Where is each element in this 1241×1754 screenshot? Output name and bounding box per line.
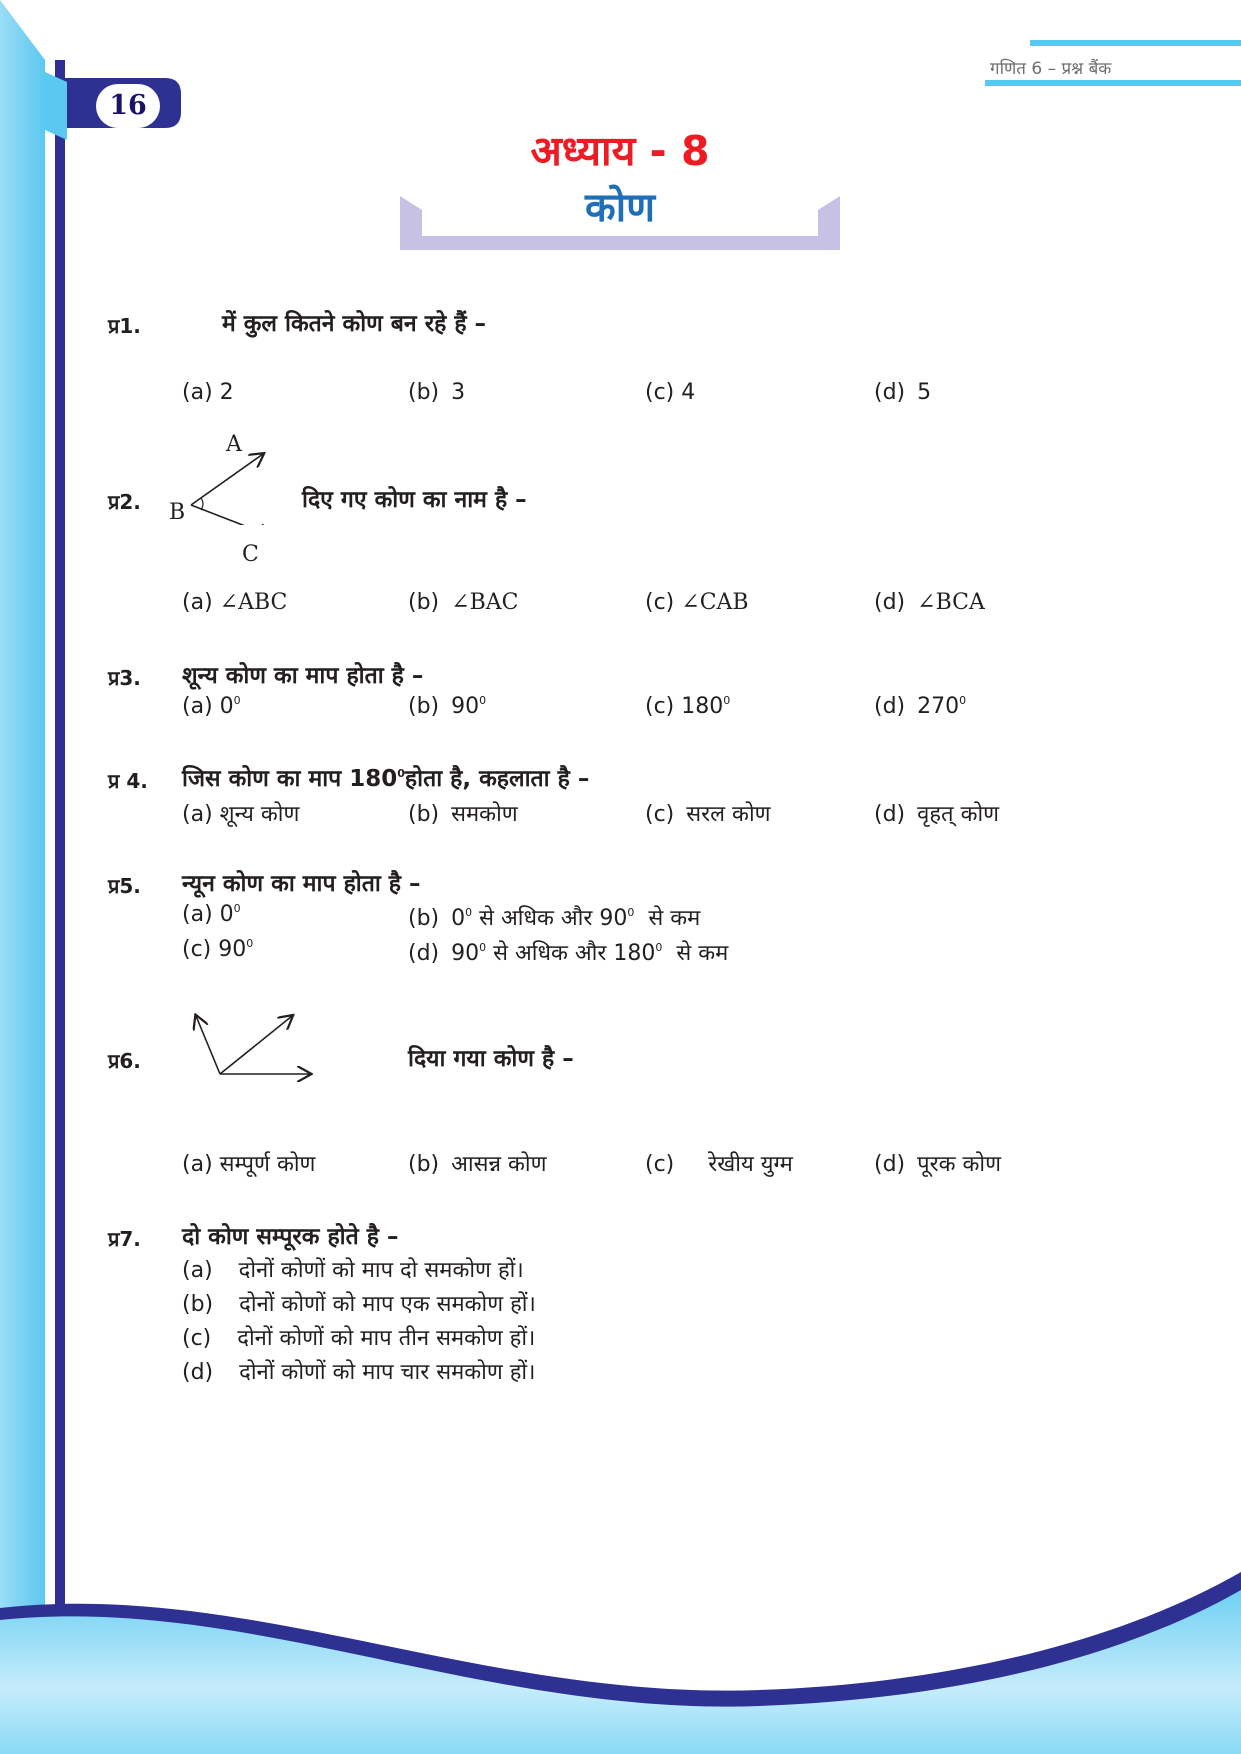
question-5-option-a: (a) $0^0$ [182, 902, 241, 927]
running-head-rule-bottom [985, 80, 1241, 86]
question-7-option-a: (a) दोनों कोणों को माप दो समकोण हों। [182, 1258, 524, 1283]
question-3-number: प्र3. [108, 666, 141, 690]
question-5-option-b: (b) $0^0$ से अधिक और $90^0$ से कम [408, 906, 701, 931]
question-1-option-a: (a) 2 [182, 380, 234, 405]
question-1-option-d: (d) 5 [874, 380, 932, 405]
question-6-text: दिया गया कोण है – [408, 1046, 574, 1072]
question-2-option-b: (b) ∠BAC [408, 590, 519, 615]
question-5-number: प्र5. [108, 874, 141, 898]
question-7-number: प्र7. [108, 1227, 141, 1251]
question-6-option-a: (a) सम्पूर्ण कोण [182, 1152, 316, 1177]
question-6-number: प्र6. [108, 1049, 141, 1073]
question-6-option-d: (d) पूरक कोण [874, 1152, 1002, 1177]
question-2-text: दिए गए कोण का नाम है – [302, 487, 527, 513]
question-3-option-b: (b) $90^0$ [408, 694, 487, 719]
question-3-option-c: (c) $180^0$ [645, 694, 731, 719]
figure-label-c: C [242, 542, 259, 567]
question-6-option-b: (b) आसन्न कोण [408, 1152, 547, 1177]
page-number: 16 [96, 84, 160, 128]
adjacent-angles-figure [188, 1010, 318, 1082]
question-2-option-a: (a) ∠ABC [182, 590, 288, 615]
question-1-number: प्र1. [108, 314, 141, 338]
bottom-wave-decoration [0, 1560, 1241, 1754]
chapter-title: कोण [585, 185, 655, 231]
running-head: गणित 6 – प्रश्न बैंक [990, 59, 1112, 79]
question-1-option-c: (c) 4 [645, 380, 696, 405]
question-4-option-b: (b) समकोण [408, 802, 518, 827]
question-7-option-c: (c) दोनों कोणों को माप तीन समकोण हों। [182, 1326, 536, 1351]
figure-label-b: B [169, 500, 186, 525]
running-head-rule-top [1030, 40, 1241, 46]
left-decorative-band [0, 0, 80, 1754]
question-4-number: प्र 4. [108, 769, 148, 793]
question-2-number: प्र2. [108, 490, 141, 514]
question-6-option-c: (c) रेखीय युग्म [645, 1152, 793, 1177]
question-5-text: न्यून कोण का माप होता है – [182, 871, 421, 897]
chapter-number: अध्याय - 8 [530, 127, 710, 175]
question-2-option-d: (d) ∠BCA [874, 590, 985, 615]
question-3-option-a: (a) $0^0$ [182, 694, 241, 719]
question-4-option-c: (c) सरल कोण [645, 802, 771, 827]
question-4-option-d: (d) वृहत् कोण [874, 802, 1000, 827]
question-5-option-d: (d) $90^0$ से अधिक और $180^0$ से कम [408, 941, 729, 966]
question-7-option-d: (d) दोनों कोणों को माप चार समकोण हों। [182, 1360, 536, 1385]
question-5-option-c: (c) $90^0$ [182, 937, 254, 962]
question-4-text: जिस कोण का माप $180^0होता$ है, कहलाता है – [182, 766, 590, 792]
angle-abc-figure [185, 450, 275, 525]
question-4-option-a: (a) शून्य कोण [182, 802, 300, 827]
question-2-option-c: (c) ∠CAB [645, 590, 749, 615]
question-3-option-d: (d) $270^0$ [874, 694, 967, 719]
question-7-option-b: (b) दोनों कोणों को माप एक समकोण हों। [182, 1292, 536, 1317]
question-7-text: दो कोण सम्पूरक होते है – [182, 1224, 399, 1250]
question-1-text: में कुल कितने कोण बन रहे हैं – [222, 311, 487, 337]
question-3-text: शून्य कोण का माप होता है – [182, 663, 424, 689]
question-1-option-b: (b) 3 [408, 380, 466, 405]
figure-label-a: A [226, 432, 242, 457]
